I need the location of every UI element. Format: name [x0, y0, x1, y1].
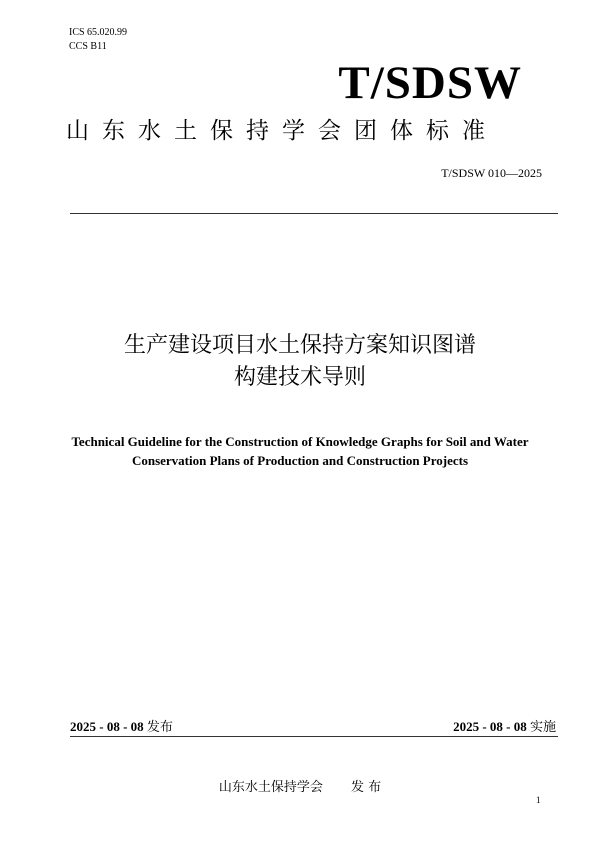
english-title-line-2: Conservation Plans of Production and Construction Projects — [131, 453, 469, 468]
issue-date-value: 2025 - 08 - 08 — [70, 719, 144, 734]
publish-label: 发 布 — [350, 780, 382, 795]
organization-standard-title: 山东水土保持学会团体标准 — [66, 118, 498, 144]
issue-date — [70, 716, 173, 735]
english-title-line-1: Technical Guideline for the Construction of Knowledge Graphs for Soil and Water — [71, 434, 529, 449]
issue-date-label: 发布 — [146, 720, 173, 735]
standard-code: T/SDSW 010—2025 — [441, 166, 542, 180]
page-number: 1 — [536, 795, 541, 805]
chinese-title — [0, 330, 600, 394]
effective-date-value: 2025 - 08 - 08 — [453, 719, 527, 734]
standard-logo: T/SDSW — [338, 57, 522, 109]
classification-codes — [69, 26, 127, 54]
english-title — [0, 432, 600, 470]
publisher-name: 山东水土保持学会 — [218, 780, 323, 795]
ccs-code: CCS B11 — [69, 41, 107, 52]
effective-date-label: 实施 — [529, 720, 556, 735]
top-divider — [70, 213, 558, 214]
chinese-title-line-1: 生产建设项目水土保持方案知识图谱 — [123, 333, 476, 358]
effective-date — [453, 716, 556, 735]
chinese-title-line-2: 构建技术导则 — [233, 365, 366, 390]
ics-code: ICS 65.020.99 — [69, 27, 128, 38]
publisher-line — [0, 776, 600, 795]
bottom-divider — [70, 736, 558, 737]
